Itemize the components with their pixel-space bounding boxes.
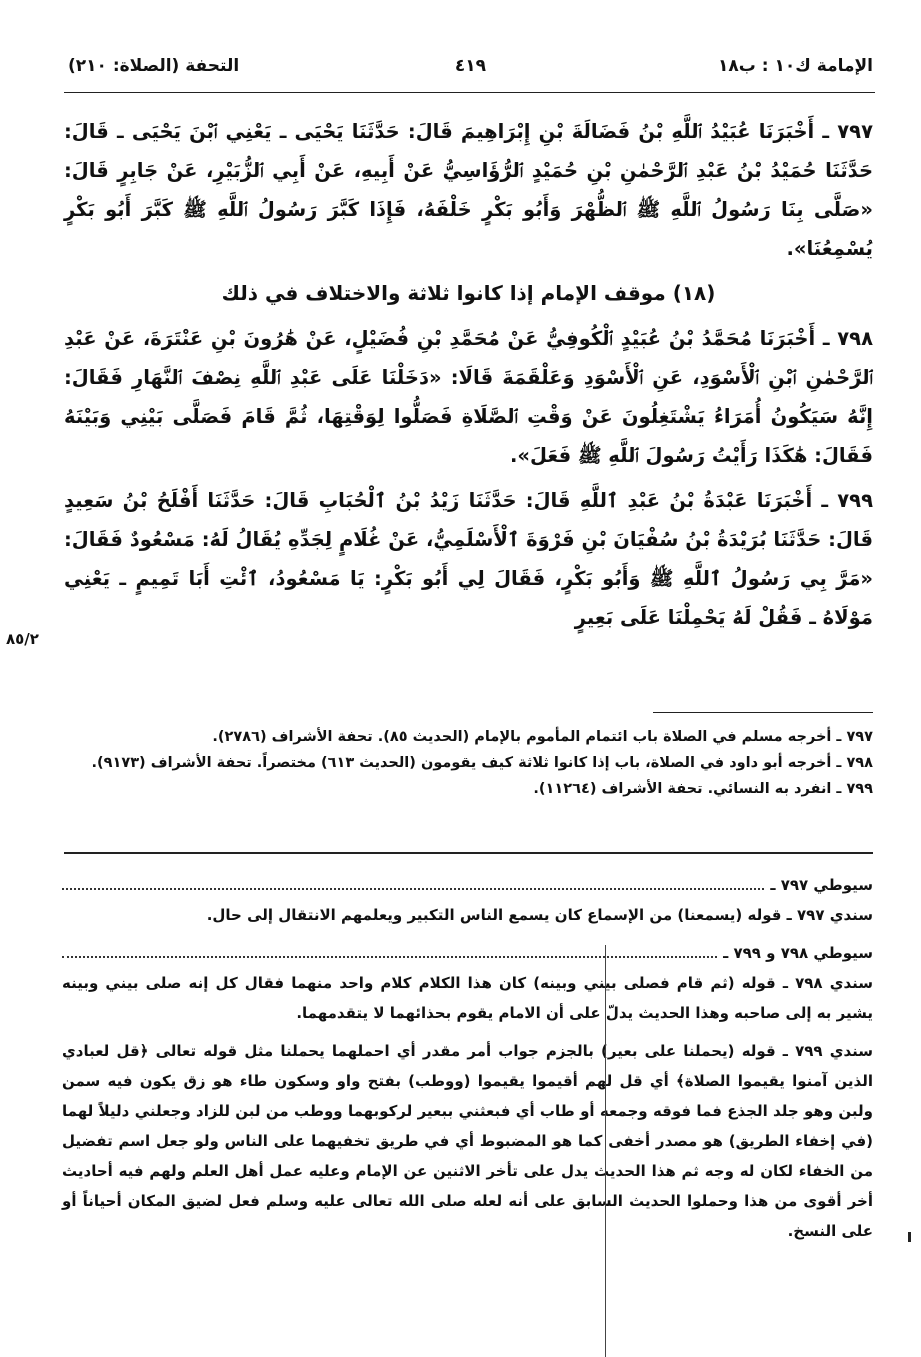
scan-artifact-spot: [908, 1232, 911, 1242]
suyuti-798-799-heading: [62, 938, 873, 968]
footnotes: [64, 724, 873, 802]
sindi-797: سندي ٧٩٧ ـ قوله (يسمعنا) من الإسماع كان يسمع الناس التكبير ويعلمهم الانتقال إلى حال.: [206, 906, 873, 924]
header-rule: [64, 92, 875, 93]
suyuti-797-label: سيوطي ٧٩٧ ـ: [770, 876, 873, 894]
footnote-rule: [653, 712, 873, 713]
sindi-799: سندي ٧٩٩ ـ قوله (يحملنا على بعير) بالجزم جواب أمر مقدر أي احملهما يحملنا مثل قوله تعالى ﴿قل لعبادي الذين آمنوا يقيموا الصلاة﴾ أي قل لهم أقيموا يقيموا (ووطب) بفتح واو وسكون طاء هو زق يكون فيه سمن ولبن وهو جلد الجذع فما فوقه وجمعه أو طاب أي فبعثني ببعير لركوبهما ووطب من لبن للزاد وجعلني دليلاً لهما (في إخفاء الطريق) هو مصدر أخفى كما هو المضبوط أي في طريق تخفيهما على الناس ولو جعل اسم تفضيل من الخفاء لكان له وجه ثم هذا الحديث يدل على تأخر الاثنين عن الإمام وعليه عمل أهل العلم ولهم فيه أحاديث أخر أقوى من هذا وحملوا الحديث السابق على أنه لعله صلى الله تعالى عليه وسلم فعل لضيق المكان أحياناً أو على النسخ.: [62, 1042, 874, 1240]
suyuti-797-heading: [62, 870, 873, 900]
section-heading: (١٨) موقف الإمام إذا كانوا ثلاثة والاختلاف في ذلك: [221, 281, 716, 305]
running-header: [68, 56, 873, 86]
footnote-798: ٧٩٨ ـ أخرجه أبو داود في الصلاة، باب إذا كانوا ثلاثة كيف يقومون (الحديث ٦١٣) مختصراً. تحفة الأشراف (٩١٧٣).: [91, 755, 873, 771]
hadith-798: ٧٩٨ ـ أَخْبَرَنَا مُحَمَّدُ بْنُ عُبَيْدٍ ٱلْكُوفِيُّ عَنْ مُحَمَّدِ بْنِ فُضَيْلٍ، عَنْ هَٰرُونَ بْنِ عَنْتَرَةَ، عَنْ عَبْدِ ٱلرَّحْمٰنِ ٱبْنِ ٱلْأَسْوَدِ، عَنِ ٱلْأَسْوَدِ وَعَلْقَمَةَ قَالَا: «دَخَلْنَا عَلَى عَبْدِ ٱللَّهِ نِصْفَ ٱلنَّهَارِ فَقَالَ: إِنَّهُ سَيَكُونُ أُمَرَاءُ يَشْتَغِلُونَ عَنْ وَقْتِ ٱلصَّلَاةِ فَصَلُّوا لِوَقْتِهَا، ثُمَّ قَامَ فَصَلَّى بَيْنِي وَبَيْنَهُ فَقَالَ: هَٰكَذَا رَأَيْتُ رَسُولَ ٱللَّهِ ﷺ فَعَلَ».: [64, 327, 873, 467]
dotted-leader: [62, 956, 717, 958]
hadith-799: ٧٩٩ ـ أَخْبَرَنَا عَبْدَةُ بْنُ عَبْدِ ٱللَّهِ قَالَ: حَدَّثَنَا زَيْدُ بْنُ ٱلْحُبَابِ قَالَ: حَدَّثَنَا أَفْلَحُ بْنُ سَعِيدٍ قَالَ: حَدَّثَنَا بُرَيْدَةُ بْنُ سُفْيَانَ بْنِ فَرْوَةَ ٱلْأَسْلَمِيُّ، عَنْ غُلَامٍ لِجَدِّهِ يُقَالُ لَهُ: مَسْعُودٌ فَقَالَ: «مَرَّ بِي رَسُولُ ٱللَّهِ ﷺ وَأَبُو بَكْرٍ، فَقَالَ لِي أَبُو بَكْرٍ: يَا مَسْعُودُ، ٱئْتِ أَبَا تَمِيمٍ ـ يَعْنِي مَوْلَاهُ ـ فَقُلْ لَهُ يَحْمِلْنَا عَلَى بَعِيرٍ: [64, 489, 873, 629]
footnote-797: ٧٩٧ ـ أخرجه مسلم في الصلاة باب ائتمام المأموم بالإمام (الحديث ٨٥). تحفة الأشراف (٢٧٨٦).: [212, 729, 873, 745]
page-number: ٤١٩: [454, 56, 487, 76]
suyuti-798-799-label: سيوطي ٧٩٨ و ٧٩٩ ـ: [723, 944, 873, 962]
tuhfa-reference: التحفة (الصلاة: ٢١٠): [68, 56, 240, 76]
scan-artifact-line: [605, 945, 606, 1357]
sindi-798: سندي ٧٩٨ ـ قوله (ثم قام فصلى بيني وبينه) كان هذا الكلام كلام واحد منهما فقال كل إنه صلى بيني وبينه يشير به إلى صاحبه وهذا الحديث يدلّ على أن الامام يقوم بحذائهما لا يتقدمهما.: [62, 974, 873, 1022]
chapter-reference: الإمامة ك١٠ : ب١٨: [718, 56, 873, 76]
commentary-divider: [64, 852, 873, 854]
hadith-text: [64, 112, 873, 643]
commentary: [62, 870, 873, 1254]
margin-page-reference: ٨٥/٢: [6, 630, 39, 648]
footnote-799: ٧٩٩ ـ انفرد به النسائي. تحفة الأشراف (١١٢٦٤).: [533, 781, 873, 797]
dotted-leader: [62, 888, 764, 890]
hadith-797: ٧٩٧ ـ أَخْبَرَنَا عُبَيْدُ ٱللَّهِ بْنُ فَضَالَةَ بْنِ إِبْرَاهِيمَ قَالَ: حَدَّثَنَا يَحْيَى ـ يَعْنِي ٱبْنَ يَحْيَى ـ قَالَ: حَدَّثَنَا حُمَيْدُ بْنُ عَبْدِ ٱلرَّحْمٰنِ بْنِ حُمَيْدٍ ٱلرُّؤَاسِيُّ عَنْ أَبِيهِ، عَنْ أَبِي ٱلزُّبَيْرِ، عَنْ جَابِرٍ قَالَ: «صَلَّى بِنَا رَسُولُ ٱللَّهِ ﷺ ٱلظُّهْرَ وَأَبُو بَكْرٍ خَلْفَهُ، فَإِذَا كَبَّرَ رَسُولُ ٱللَّهِ ﷺ كَبَّرَ أَبُو بَكْرٍ يُسْمِعُنَا».: [64, 120, 873, 260]
